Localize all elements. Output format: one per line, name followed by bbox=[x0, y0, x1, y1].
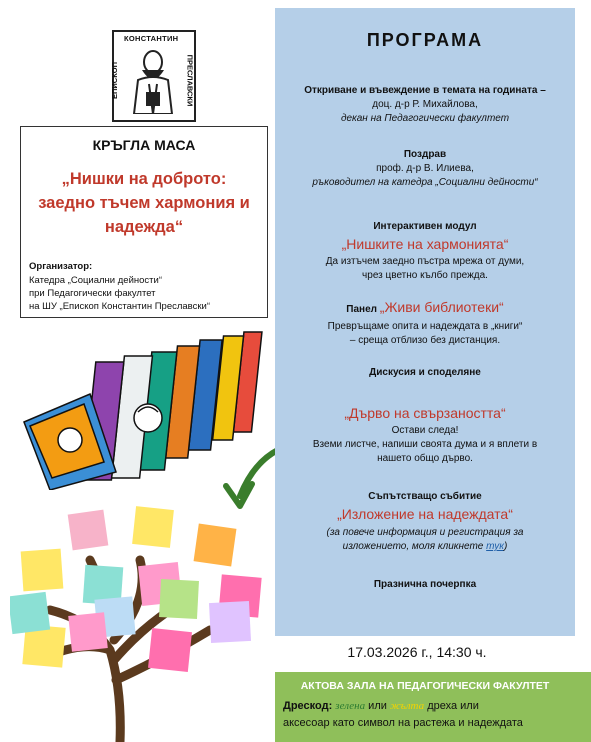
discussion-name: „Дърво на свързаността“ bbox=[344, 405, 506, 421]
module-desc: Да изтъчем заедно пъстра мрежа от думи, bbox=[325, 256, 525, 267]
greeting-heading: Поздрав bbox=[403, 149, 447, 160]
module-heading: Интерактивен модул bbox=[373, 221, 477, 232]
event-info-box bbox=[20, 126, 268, 318]
side-event-note: (за повече информация и регистрация за bbox=[326, 527, 524, 538]
discussion-desc: Остави следа! bbox=[391, 425, 459, 436]
module-name: „Нишките на хармонията“ bbox=[341, 236, 509, 252]
event-title-line: заедно тъчем хармония и bbox=[38, 194, 250, 212]
program-panel bbox=[275, 8, 575, 636]
program-title: ПРОГРАМА bbox=[366, 30, 484, 50]
event-title-line: надежда“ bbox=[104, 218, 184, 236]
opening-heading: Откриване и въвеждение в темата на годината – bbox=[304, 85, 546, 96]
event-type: КРЪГЛА МАСА bbox=[92, 137, 196, 153]
panel-desc: – среща отблизо без дистанция. bbox=[349, 335, 501, 346]
venue-hall: АКТОВА ЗАЛА НА ПЕДАГОГИЧЕСКИ ФАКУЛТЕТ bbox=[300, 680, 550, 692]
organizer-line: Катедра „Социални дейности“ bbox=[29, 275, 162, 286]
logo-left-text: ЕПИСКОП bbox=[110, 61, 120, 100]
logo-right-text: ПРЕСЛАВСКИ bbox=[185, 54, 195, 107]
discussion-desc: нашето общо дърво. bbox=[377, 453, 473, 464]
venue-footer bbox=[275, 672, 591, 742]
event-title-line: „Нишки на доброто: bbox=[61, 170, 227, 188]
side-event-name: „Изложение на надеждата“ bbox=[337, 506, 513, 522]
dresscode-or: или bbox=[368, 700, 387, 712]
panel-name: „Живи библиотеки“ bbox=[379, 299, 504, 315]
event-title bbox=[27, 167, 261, 239]
dresscode-line bbox=[283, 700, 479, 712]
dresscode-line-2: аксесоар като символ на растежа и надеждата bbox=[283, 717, 523, 729]
logo-top-text: КОНСТАНТИН bbox=[124, 34, 179, 43]
side-event-note-text: изложението, моля кликнете bbox=[342, 541, 484, 552]
tree-illustration bbox=[10, 490, 275, 742]
greeting-role: ръководител на катедра „Социални дейности“ bbox=[312, 177, 538, 188]
panel-label: Панел bbox=[346, 304, 377, 315]
event-date-time: 17.03.2026 г., 14:30 ч. bbox=[347, 644, 487, 660]
panel-heading bbox=[275, 300, 575, 317]
organizer-line: на ШУ „Епископ Константин Преславски“ bbox=[29, 301, 211, 312]
organizer-line: при Педагогически факултет bbox=[29, 288, 156, 299]
discussion-desc: Вземи листче, напиши своята дума и я вплети в bbox=[312, 439, 538, 450]
side-event-heading: Съпътстващо събитие bbox=[368, 491, 482, 502]
side-event-note-close: ) bbox=[504, 541, 508, 552]
dresscode-label: Дрескод: bbox=[283, 700, 333, 712]
saint-portrait-icon bbox=[128, 44, 178, 114]
module-desc: чрез цветно кълбо прежда. bbox=[362, 270, 488, 281]
opening-role: декан на Педагогически факултет bbox=[340, 113, 510, 124]
date-strip bbox=[272, 636, 591, 666]
opening-speaker: доц. д-р Р. Михайлова, bbox=[372, 99, 478, 110]
side-event-note bbox=[275, 540, 575, 554]
closing-item: Празнична почерпка bbox=[373, 579, 477, 590]
discussion-heading: Дискусия и споделяне bbox=[369, 367, 481, 378]
dresscode-rest: дреха или bbox=[427, 700, 479, 712]
panel-desc: Превръщаме опита и надеждата в „книги“ bbox=[327, 321, 523, 332]
greeting-speaker: проф. д-р В. Илиева, bbox=[376, 163, 474, 174]
registration-link[interactable]: тук bbox=[486, 541, 504, 552]
dresscode-green: зелена bbox=[335, 700, 366, 712]
dresscode-yellow: жълта bbox=[389, 700, 425, 712]
organizer-label: Организатор: bbox=[29, 261, 93, 272]
university-logo bbox=[112, 30, 196, 122]
